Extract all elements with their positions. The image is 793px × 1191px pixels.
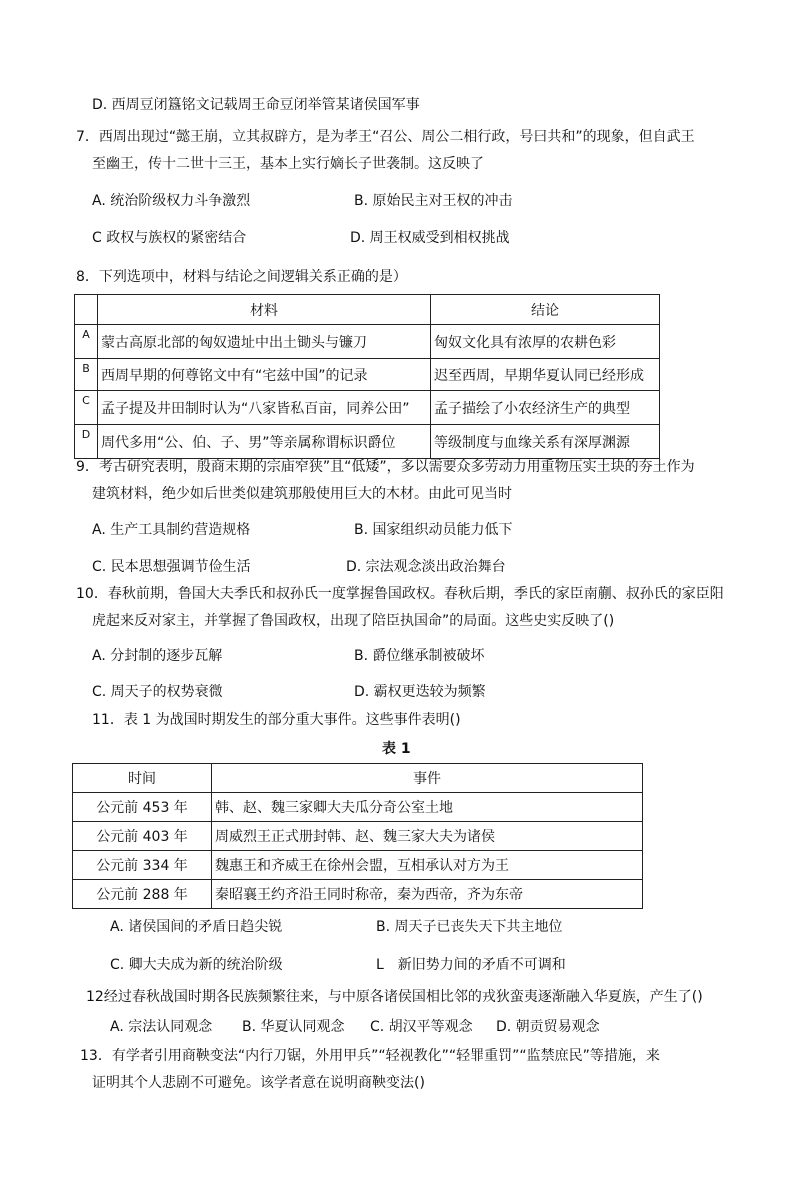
q10-stem-line1: 10．春秋前期，鲁国大夫季氏和叔孙氏一度掌握鲁国政权。春秋后期，季氏的家臣南蒯、叔孙氏的家臣阳 (76, 586, 724, 602)
q11-option-b: B. 周天子已丧失天下共主地位 (376, 919, 563, 935)
table-row (73, 793, 643, 822)
q9-option-d: D. 宗法观念淡出政治舞台 (346, 559, 506, 575)
q10-option-d: D. 霸权更迭较为频繁 (354, 684, 486, 700)
q7-option-c: C 政权与族权的紧密结合 (92, 230, 247, 246)
q7-stem-line2: 至幽王，传十二世十三王，基本上实行嫡长子世袭制。这反映了 (92, 156, 484, 172)
q10-stem-line2: 虎起来反对家主，并掌握了鲁国政权，出现了陪臣执国命”的局面。这些史实反映了() (92, 613, 615, 629)
q11-row-time: 公元前 453 年 (73, 793, 212, 822)
q8-table (74, 294, 660, 459)
q11-table-caption: 表 1 (382, 741, 411, 757)
q11-stem: 11．表 1 为战国时期发生的部分重大事件。这些事件表明() (92, 712, 461, 728)
q8-row-letter: C (75, 391, 98, 425)
q11-table (72, 763, 643, 909)
q11-table-header (73, 764, 643, 793)
q8-row-letter: B (75, 359, 98, 391)
table-row (73, 880, 643, 909)
q8-row-conclusion: 等级制度与血缘关系有深厚渊源 (431, 425, 660, 459)
q11-header-time: 时间 (73, 764, 212, 793)
q12-option-b: B. 华夏认同观念 (242, 1019, 345, 1035)
q12-option-c: C. 胡汉平等观念 (370, 1019, 473, 1035)
q11-row-event: 韩、赵、魏三家卿大夫瓜分奇公室土地 (212, 793, 643, 822)
q10-option-a: A. 分封制的逐步瓦解 (92, 648, 223, 664)
q8-row-conclusion: 孟子描绘了小农经济生产的典型 (431, 391, 660, 425)
table-row (75, 391, 660, 425)
q11-row-time: 公元前 334 年 (73, 851, 212, 880)
q9-stem-line1: 9．考古研究表明，殷商末期的宗庙窄狭”且“低矮”，多以需要众多劳动力用重物压实土块的夯土作为 (76, 459, 695, 475)
q8-header-blank (75, 295, 98, 325)
q8-row-letter: A (75, 325, 98, 359)
table-row (75, 425, 660, 459)
table-row (73, 822, 643, 851)
q12-stem: 12经过春秋战国时期各民族频繁往来，与中原各诸侯国相比邻的戎狄蛮夷逐渐融入华夏族，产生了() (86, 989, 703, 1005)
q8-stem: 8．下列选项中，材料与结论之间逻辑关系正确的是） (76, 269, 407, 285)
q8-row-material: 西周早期的何尊铭文中有“宅兹中国”的记录 (98, 359, 431, 391)
q11-row-event: 秦昭襄王约齐沿王同时称帝，秦为西帝，齐为东帝 (212, 880, 643, 909)
q11-option-a: A. 诸侯国间的矛盾日趋尖锐 (110, 919, 283, 935)
q11-option-d: L 新旧势力间的矛盾不可调和 (376, 957, 566, 973)
table-row (75, 359, 660, 391)
q13-stem-line2: 证明其个人悲剧不可避免。该学者意在说明商鞅变法() (92, 1075, 425, 1091)
table-row (75, 325, 660, 359)
q6-option-d: D. 西周豆闭簋铭文记载周王命豆闭举管某诸侯国军事 (92, 97, 420, 113)
q7-option-a: A. 统治阶级权力斗争激烈 (92, 193, 251, 209)
q8-row-material: 蒙古高原北部的匈奴遗址中出土锄头与镰刀 (98, 325, 431, 359)
q7-option-d: D. 周王权威受到相权挑战 (350, 230, 510, 246)
q7-stem-line1: 7．西周出现过“懿王崩，立其叔辟方，是为孝王“召公、周公二相行政，号曰共和”的现象，但自武王 (76, 129, 695, 145)
q8-header-conclusion: 结论 (431, 295, 660, 325)
q8-row-conclusion: 匈奴文化具有浓厚的农耕色彩 (431, 325, 660, 359)
q11-row-event: 周威烈王正式册封韩、赵、魏三家大夫为诸侯 (212, 822, 643, 851)
q8-table-header (75, 295, 660, 325)
q8-row-material: 周代多用“公、伯、子、男”等亲属称谓标识爵位 (98, 425, 431, 459)
q12-option-a: A. 宗法认同观念 (110, 1019, 213, 1035)
q9-stem-line2: 建筑材料，绝少如后世类似建筑那般使用巨大的木材。由此可见当时 (92, 486, 512, 502)
q11-row-time: 公元前 288 年 (73, 880, 212, 909)
q10-option-b: B. 爵位继承制被破坏 (354, 648, 485, 664)
q8-row-conclusion: 迟至西周，早期华夏认同已经形成 (431, 359, 660, 391)
q8-row-letter: D (75, 425, 98, 459)
q9-option-c: C. 民本思想强调节俭生活 (92, 559, 251, 575)
q12-option-d: D. 朝贡贸易观念 (496, 1019, 600, 1035)
q11-row-time: 公元前 403 年 (73, 822, 212, 851)
q9-option-a: A. 生产工具制约营造规格 (92, 522, 251, 538)
q11-option-c: C. 卿大夫成为新的统治阶级 (110, 957, 283, 973)
q10-option-c: C. 周天子的权势衰微 (92, 684, 223, 700)
table-row (73, 851, 643, 880)
q9-option-b: B. 国家组织动员能力低下 (354, 522, 513, 538)
q7-option-b: B. 原始民主对王权的冲击 (354, 193, 513, 209)
q8-row-material: 孟子提及井田制时认为“八家皆私百亩，同养公田” (98, 391, 431, 425)
q13-stem-line1: 13．有学者引用商鞅变法“内行刀锯，外用甲兵”“轻视教化”“轻罪重罚”“监禁庶民”等措施，来 (80, 1048, 660, 1064)
q11-header-event: 事件 (212, 764, 643, 793)
q11-row-event: 魏惠王和齐威王在徐州会盟，互相承认对方为王 (212, 851, 643, 880)
q8-header-material: 材料 (98, 295, 431, 325)
